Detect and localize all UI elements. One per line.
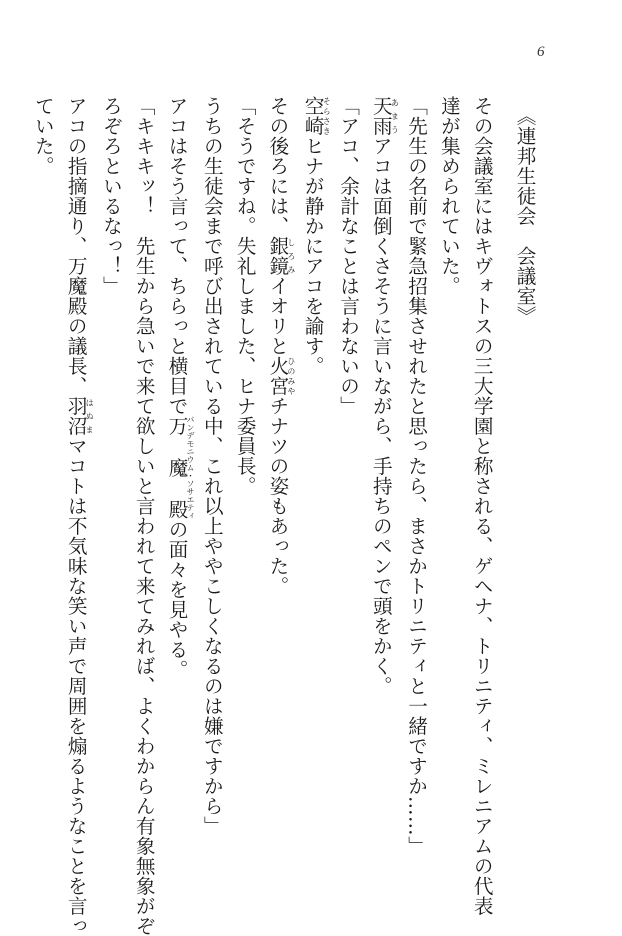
text-line [260,96,295,826]
text-line [364,96,399,826]
ruby-base: 羽沼 [64,396,88,436]
text-span: 達が集められていた。 [437,96,461,296]
text-span: アコは面倒くさそうに言いながら、手持ちのペンで頭をかく。 [369,136,393,696]
ruby-reading: ひのみや [286,356,296,396]
ruby-word [369,96,400,136]
text-span: その後ろには、 [265,96,289,236]
text-line [26,96,59,826]
text-line [295,96,330,826]
text-span: アコはそう言って、ちらっと横目で [165,96,189,416]
text-span: アコの指摘通り、万魔殿の議長、 [64,96,88,396]
page-number: 6 [537,44,545,60]
text-span: ヒナが静かにアコを諭す。 [301,136,325,376]
ruby-word [265,236,296,276]
text-span: チナツの姿もあった。 [265,396,289,596]
ruby-reading: あまう [390,96,400,136]
ruby-word [165,415,196,520]
ruby-base: 空崎 [301,96,325,136]
text-line [159,96,194,826]
novel-text [26,96,540,936]
text-span: イオリと [265,276,289,356]
ruby-word [64,396,95,436]
ruby-word [301,96,332,136]
ruby-base: 火宮 [265,356,289,396]
text-line [227,96,260,826]
text-line [399,96,432,856]
text-span: その会議室にはキヴォトスの三大学園と称される、ゲヘナ、トリニティ、ミレニアムの代表 [470,96,494,916]
text-line [432,96,465,826]
text-line [464,96,497,916]
ruby-base: 天雨 [369,96,393,136]
ruby-reading: はぬま [85,396,95,436]
text-span: 「そうですね。失礼しました、ヒナ委員長。 [233,96,257,496]
text-span: ろぞろといるなっ！」 [99,96,123,296]
chapter-heading: 《連邦生徒会 会議室》 [513,106,536,326]
text-span: うちの生徒会まで呼び出されている中、これ以上ややこしくなるのは嫌ですから」 [200,96,224,836]
text-line [94,96,127,826]
text-line [126,96,159,936]
ruby-word [265,356,296,396]
text-span: の面々を見やる。 [165,519,189,680]
ruby-base: 銀鏡 [265,236,289,276]
text-line [331,96,364,826]
text-line [58,96,95,936]
ruby-reading: しろみ [286,236,296,276]
ruby-reading: パンデモニウム・ソサエティ [186,415,196,520]
text-span: 「キキキッ！ 先生から急いで来て欲しいと言われて来てみれば、よくわからん有象無象がぞ [132,96,156,936]
text-line [195,96,228,836]
ruby-base: 万 魔 殿 [165,415,189,520]
text-span: 「アコ、余計なことは言わないの」 [336,96,360,416]
text-span: ていた。 [31,96,55,176]
ruby-reading: そらさき [322,96,332,136]
text-span: 「先生の名前で緊急招集させれたと思ったら、まさかトリニティと一緒ですか……」 [404,96,428,856]
text-span: マコトは不気味な笑い声で周囲を煽るようなことを言っ [64,436,88,936]
